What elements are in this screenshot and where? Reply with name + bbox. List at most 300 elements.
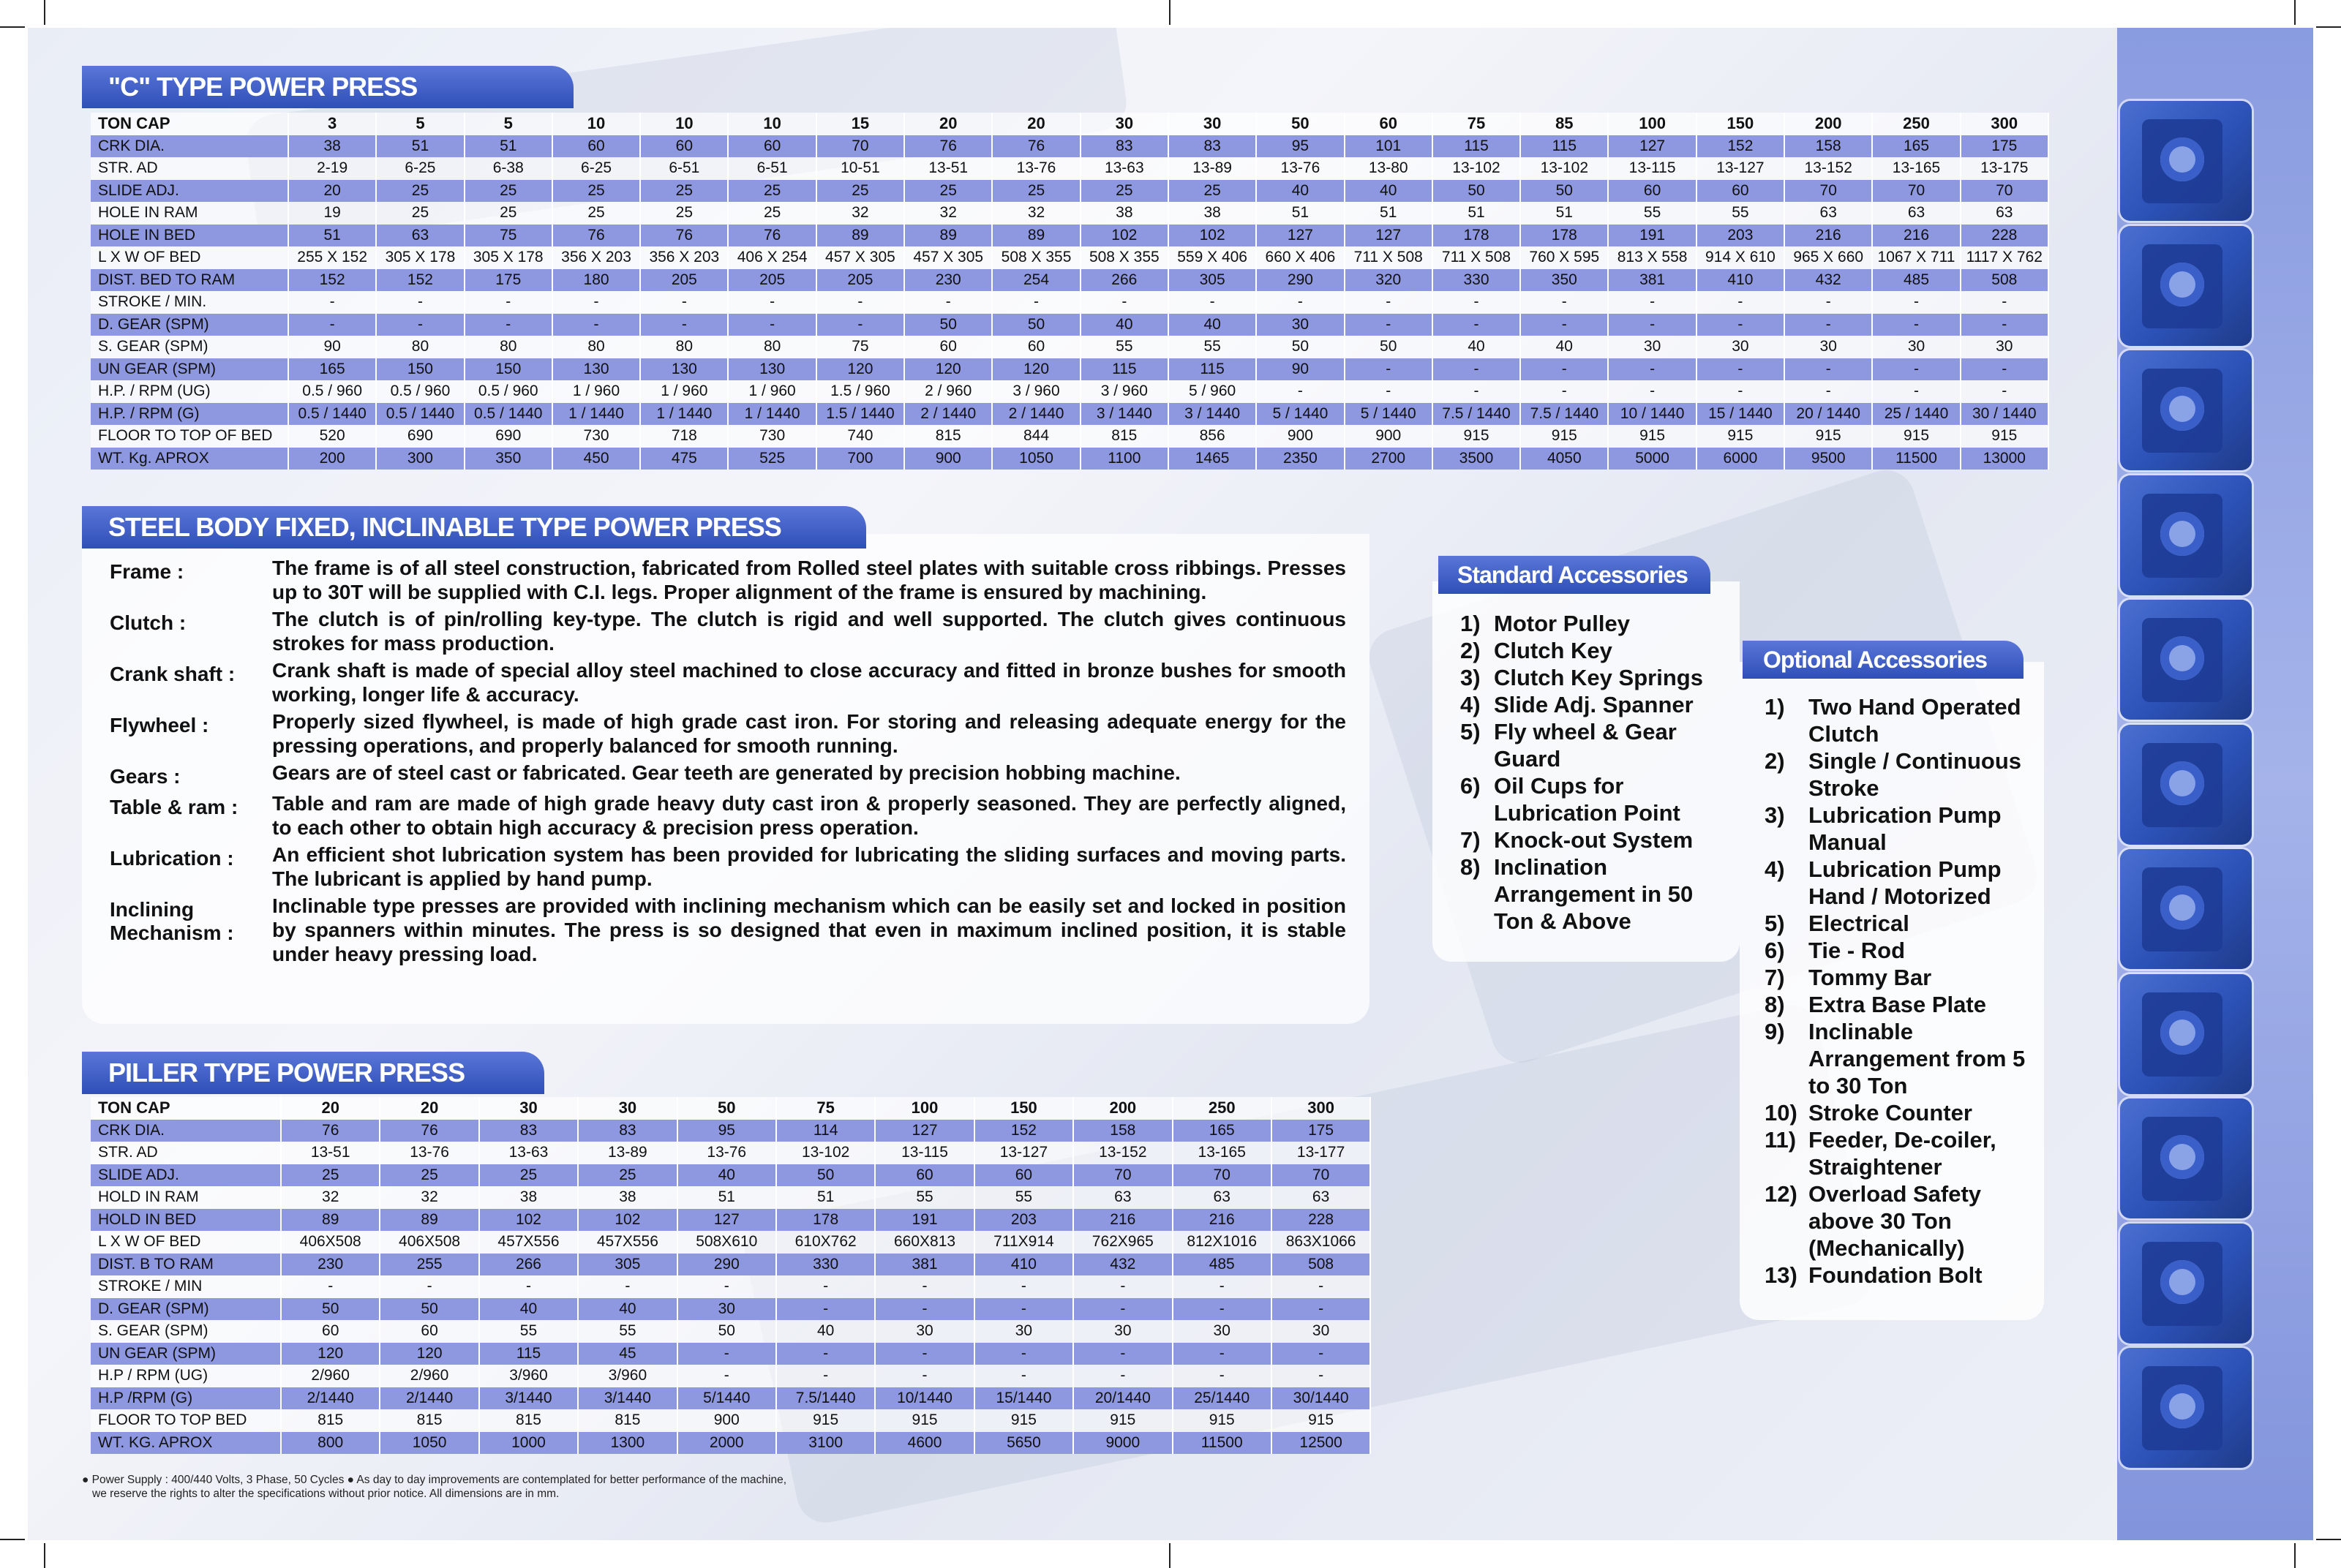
table-cell: 13-127 xyxy=(974,1142,1073,1164)
table-cell: - xyxy=(1784,358,1872,381)
machine-photo xyxy=(2120,725,2252,845)
table-cell: - xyxy=(281,1275,380,1298)
machine-wheel-shape xyxy=(2160,1011,2204,1055)
table-cell: - xyxy=(1520,291,1608,314)
table-cell: 718 xyxy=(640,425,728,448)
table-cell: 330 xyxy=(1432,269,1520,292)
table-cell: - xyxy=(1520,314,1608,336)
table-cell: 120 xyxy=(380,1343,478,1365)
table-row xyxy=(91,1142,1370,1164)
table-cell: 300 xyxy=(376,448,464,470)
table-cell: 55 xyxy=(1081,336,1168,358)
table-cell: 76 xyxy=(380,1120,478,1142)
table-cell: - xyxy=(1608,291,1696,314)
table-cell: - xyxy=(1608,314,1696,336)
feature-row xyxy=(110,894,1346,966)
table-cell: 40 xyxy=(1256,180,1344,203)
table-cell: 9000 xyxy=(1073,1432,1172,1455)
table-cell: 1000 xyxy=(479,1432,578,1455)
table-cell: 55 xyxy=(578,1320,677,1343)
table-cell: 0.5 / 960 xyxy=(465,380,552,403)
table-cell: 70 xyxy=(1961,180,2048,203)
table-cell: 900 xyxy=(904,448,992,470)
item-text: Slide Adj. Spanner xyxy=(1494,692,1694,717)
item-text: Fly wheel & Gear Guard xyxy=(1494,719,1677,772)
table-cell: 203 xyxy=(1696,225,1784,247)
table-cell: 711 X 508 xyxy=(1432,246,1520,269)
table-row xyxy=(91,1209,1370,1232)
table-cell: - xyxy=(875,1343,974,1365)
table-row xyxy=(91,157,2048,180)
table-cell: 63 xyxy=(1271,1186,1370,1209)
item-number: 5) xyxy=(1765,911,1785,936)
table-cell: 70 xyxy=(1173,1164,1271,1187)
table-cell: - xyxy=(816,314,904,336)
row-label: STROKE / MIN xyxy=(91,1275,281,1298)
table-row xyxy=(91,246,2048,269)
table-cell: 13-115 xyxy=(1608,157,1696,180)
table-cell: 856 xyxy=(1168,425,1256,448)
table-cell: 508 X 355 xyxy=(1081,246,1168,269)
list-item xyxy=(1765,747,2043,802)
table-cell: - xyxy=(1173,1365,1271,1387)
ton-cap-cell: 100 xyxy=(875,1097,974,1120)
feature-text: Gears are of steel cast or fabricated. Gear teeth are generated by precision hobbing machine. xyxy=(272,761,1181,784)
table-cell: 559 X 406 xyxy=(1168,246,1256,269)
item-text: Clutch Key xyxy=(1494,638,1612,663)
table-cell: 508 X 355 xyxy=(992,246,1080,269)
list-item xyxy=(1765,693,2043,747)
list-item xyxy=(1765,1018,2043,1099)
feature-label: Crank shaft : xyxy=(110,663,236,685)
table-cell: 1117 X 762 xyxy=(1961,246,2048,269)
feature-text: Inclinable type presses are provided with inclining mechanism which can be easily set and locked in position by spanners within minutes. The press is so designed that even in maximum inclined position, it is stable under heavy pressing load. xyxy=(272,894,1346,965)
table-row xyxy=(91,1365,1370,1387)
ton-cap-cell: 5 xyxy=(465,113,552,135)
table-cell: 63 xyxy=(1073,1186,1172,1209)
table-cell: 485 xyxy=(1173,1254,1271,1276)
table-cell: 10-51 xyxy=(816,157,904,180)
table-cell: 1050 xyxy=(380,1432,478,1455)
table-cell: 356 X 203 xyxy=(640,246,728,269)
table-cell: 175 xyxy=(1271,1120,1370,1142)
table-cell: 15 / 1440 xyxy=(1696,403,1784,426)
table-cell: 20 xyxy=(288,180,376,203)
table-cell: 50 xyxy=(776,1164,875,1187)
row-label: SLIDE ADJ. xyxy=(91,1164,281,1187)
table-cell: - xyxy=(776,1275,875,1298)
piller-type-spec-table xyxy=(91,1097,1371,1454)
table-cell: 381 xyxy=(875,1254,974,1276)
table-cell: 230 xyxy=(281,1254,380,1276)
table-cell: - xyxy=(1432,358,1520,381)
table-cell: 914 X 610 xyxy=(1696,246,1784,269)
ton-cap-cell: 75 xyxy=(776,1097,875,1120)
table-cell: - xyxy=(1872,314,1960,336)
table-cell: 50 xyxy=(380,1298,478,1321)
table-cell: 508 xyxy=(1961,269,2048,292)
table-cell: 711X914 xyxy=(974,1231,1073,1254)
table-cell: 216 xyxy=(1073,1209,1172,1232)
table-cell: 25 xyxy=(465,202,552,225)
table-cell: 915 xyxy=(1961,425,2048,448)
table-cell: 120 xyxy=(904,358,992,381)
feature-text: An efficient shot lubrication system has been provided for lubricating the sliding surfaces and moving parts. The lubricant is applied by hand pump. xyxy=(272,843,1346,890)
table-cell: 80 xyxy=(728,336,816,358)
table-cell: - xyxy=(1073,1343,1172,1365)
table-cell: 76 xyxy=(992,135,1080,158)
list-item xyxy=(1765,910,2043,937)
row-label: DIST. B TO RAM xyxy=(91,1254,281,1276)
ton-cap-cell: 10 xyxy=(640,113,728,135)
table-cell: 15/1440 xyxy=(974,1387,1073,1410)
table-cell: 19 xyxy=(288,202,376,225)
table-cell: 13-165 xyxy=(1173,1142,1271,1164)
table-cell: 13-115 xyxy=(875,1142,974,1164)
table-row xyxy=(91,1387,1370,1410)
table-cell: 812X1016 xyxy=(1173,1231,1271,1254)
table-cell: 83 xyxy=(1168,135,1256,158)
table-cell: 915 xyxy=(1608,425,1696,448)
table-cell: 40 xyxy=(677,1164,776,1187)
table-row xyxy=(91,1254,1370,1276)
table-cell: - xyxy=(1520,380,1608,403)
table-cell: 55 xyxy=(1696,202,1784,225)
crop-mark xyxy=(0,1539,25,1540)
table-cell: 815 xyxy=(479,1409,578,1432)
table-cell: 457X556 xyxy=(479,1231,578,1254)
table-cell: 50 xyxy=(904,314,992,336)
item-number: 10) xyxy=(1765,1100,1797,1126)
table-row xyxy=(91,1409,1370,1432)
optional-accessories-list xyxy=(1765,693,2043,1289)
table-cell: - xyxy=(1168,291,1256,314)
feature-label: Gears : xyxy=(110,765,181,788)
table-cell: 89 xyxy=(992,225,1080,247)
table-cell: - xyxy=(904,291,992,314)
table-cell: 80 xyxy=(465,336,552,358)
table-cell: 13-63 xyxy=(1081,157,1168,180)
table-cell: 51 xyxy=(677,1186,776,1209)
table-cell: - xyxy=(1696,291,1784,314)
table-row xyxy=(91,202,2048,225)
row-label: DIST. BED TO RAM xyxy=(91,269,288,292)
feature-text: Properly sized flywheel, is made of high grade cast iron. For storing and releasing adequate energy for the pressing operations, and properly balanced for smooth running. xyxy=(272,710,1346,757)
table-cell: 38 xyxy=(1081,202,1168,225)
table-cell: 50 xyxy=(1345,336,1432,358)
table-row xyxy=(91,1343,1370,1365)
table-cell: 102 xyxy=(1168,225,1256,247)
table-cell: 70 xyxy=(1073,1164,1172,1187)
table-cell: 305 X 178 xyxy=(376,246,464,269)
table-cell: - xyxy=(479,1275,578,1298)
table-cell: 610X762 xyxy=(776,1231,875,1254)
ton-cap-cell: 150 xyxy=(1696,113,1784,135)
table-cell: 13-51 xyxy=(904,157,992,180)
table-row xyxy=(91,448,2048,470)
table-cell: - xyxy=(816,291,904,314)
table-cell: 178 xyxy=(1432,225,1520,247)
table-cell: 0.5 / 1440 xyxy=(288,403,376,426)
table-cell: 55 xyxy=(1608,202,1696,225)
table-cell: - xyxy=(1173,1343,1271,1365)
table-cell: 10/1440 xyxy=(875,1387,974,1410)
table-cell: 95 xyxy=(677,1120,776,1142)
table-cell: - xyxy=(1696,380,1784,403)
list-item xyxy=(1765,1262,2043,1289)
table-cell: 815 xyxy=(1081,425,1168,448)
table-cell: 1 / 1440 xyxy=(728,403,816,426)
table-cell: 70 xyxy=(1271,1164,1370,1187)
table-cell: 30/1440 xyxy=(1271,1387,1370,1410)
item-text: Clutch Key Springs xyxy=(1494,665,1703,690)
row-label: CRK DIA. xyxy=(91,135,288,158)
table-cell: 80 xyxy=(552,336,640,358)
table-cell: - xyxy=(552,314,640,336)
table-cell: 60 xyxy=(875,1164,974,1187)
item-text: Motor Pulley xyxy=(1494,611,1631,636)
table-cell: - xyxy=(677,1365,776,1387)
table-cell: 406X508 xyxy=(380,1231,478,1254)
table-cell: 127 xyxy=(1608,135,1696,158)
table-cell: 228 xyxy=(1271,1209,1370,1232)
table-cell: - xyxy=(1608,358,1696,381)
feature-label: Inclining Mechanism : xyxy=(110,898,234,944)
table-cell: 305 xyxy=(578,1254,677,1276)
table-cell: - xyxy=(380,1275,478,1298)
table-cell: 915 xyxy=(1432,425,1520,448)
table-cell: 10 / 1440 xyxy=(1608,403,1696,426)
table-cell: 216 xyxy=(1784,225,1872,247)
item-number: 1) xyxy=(1460,611,1481,636)
machine-photo xyxy=(2120,101,2252,221)
list-item xyxy=(1460,772,1731,826)
table-cell: 83 xyxy=(1081,135,1168,158)
list-item xyxy=(1765,1180,2043,1262)
table-row xyxy=(91,180,2048,203)
table-cell: 40 xyxy=(1432,336,1520,358)
table-cell: 13-152 xyxy=(1073,1142,1172,1164)
table-cell: 2/1440 xyxy=(281,1387,380,1410)
table-cell: 76 xyxy=(728,225,816,247)
table-cell: 1050 xyxy=(992,448,1080,470)
item-number: 1) xyxy=(1765,694,1785,720)
table-cell: 457 X 305 xyxy=(904,246,992,269)
row-label: H.P. / RPM (UG) xyxy=(91,380,288,403)
item-number: 6) xyxy=(1765,938,1785,963)
table-cell: 165 xyxy=(1872,135,1960,158)
row-label: S. GEAR (SPM) xyxy=(91,336,288,358)
machine-photo xyxy=(2120,1348,2252,1468)
table-cell: 915 xyxy=(1173,1409,1271,1432)
table-cell: 915 xyxy=(1520,425,1608,448)
row-label: L X W OF BED xyxy=(91,1231,281,1254)
table-cell: - xyxy=(1961,358,2048,381)
table-cell: 2/1440 xyxy=(380,1387,478,1410)
table-cell: 815 xyxy=(904,425,992,448)
table-row xyxy=(91,425,2048,448)
table-cell: 51 xyxy=(1520,202,1608,225)
table-cell: 4600 xyxy=(875,1432,974,1455)
item-number: 12) xyxy=(1765,1181,1797,1207)
item-number: 4) xyxy=(1460,692,1481,717)
table-cell: 175 xyxy=(1961,135,2048,158)
table-cell: 50 xyxy=(1432,180,1520,203)
item-text: Tie - Rod xyxy=(1808,938,1906,963)
item-text: Inclination Arrangement in 50 Ton & Above xyxy=(1494,854,1694,934)
ton-cap-cell: 100 xyxy=(1608,113,1696,135)
table-cell: 5 / 1440 xyxy=(1345,403,1432,426)
table-cell: 815 xyxy=(380,1409,478,1432)
table-cell: 30 xyxy=(1256,314,1344,336)
table-row xyxy=(91,1298,1370,1321)
table-row xyxy=(91,403,2048,426)
list-item xyxy=(1460,664,1731,691)
table-cell: 30 xyxy=(1271,1320,1370,1343)
table-cell: - xyxy=(552,291,640,314)
table-cell: 457 X 305 xyxy=(816,246,904,269)
item-number: 3) xyxy=(1460,665,1481,690)
item-number: 3) xyxy=(1765,802,1785,828)
table-cell: 83 xyxy=(578,1120,677,1142)
table-cell: 216 xyxy=(1173,1209,1271,1232)
ton-cap-cell: 10 xyxy=(552,113,640,135)
table-cell: 13-152 xyxy=(1784,157,1872,180)
feature-text: Table and ram are made of high grade heavy duty cast iron & properly seasoned. They are perfectly aligned, to each other to obtain high accuracy & precision press operation. xyxy=(272,792,1346,839)
machine-wheel-shape xyxy=(2160,387,2204,431)
table-cell: 475 xyxy=(640,448,728,470)
item-number: 9) xyxy=(1765,1019,1785,1044)
table-cell: - xyxy=(1345,380,1432,403)
table-row xyxy=(91,1120,1370,1142)
table-cell: - xyxy=(1872,358,1960,381)
table-cell: 1100 xyxy=(1081,448,1168,470)
table-cell: 102 xyxy=(479,1209,578,1232)
table-cell: 76 xyxy=(552,225,640,247)
list-item xyxy=(1460,691,1731,718)
table-cell: 965 X 660 xyxy=(1784,246,1872,269)
table-cell: 40 xyxy=(1520,336,1608,358)
table-cell: - xyxy=(1256,380,1344,403)
table-cell: 3100 xyxy=(776,1432,875,1455)
table-cell: 1300 xyxy=(578,1432,677,1455)
ton-cap-cell: 30 xyxy=(1168,113,1256,135)
table-cell: 51 xyxy=(288,225,376,247)
table-cell: 45 xyxy=(578,1343,677,1365)
table-cell: 60 xyxy=(1608,180,1696,203)
table-cell: 330 xyxy=(776,1254,875,1276)
table-cell: 900 xyxy=(1345,425,1432,448)
table-cell: 520 xyxy=(288,425,376,448)
ton-cap-cell: 20 xyxy=(380,1097,478,1120)
item-text: Foundation Bolt xyxy=(1808,1262,1983,1288)
ton-cap-cell: 250 xyxy=(1173,1097,1271,1120)
table-cell: 101 xyxy=(1345,135,1432,158)
table-cell: 406 X 254 xyxy=(728,246,816,269)
table-cell: 6-25 xyxy=(552,157,640,180)
table-cell: 30 xyxy=(1784,336,1872,358)
machine-photo xyxy=(2120,849,2252,969)
table-cell: 76 xyxy=(281,1120,380,1142)
table-cell: 120 xyxy=(281,1343,380,1365)
table-cell: 1 / 960 xyxy=(728,380,816,403)
table-cell: 350 xyxy=(465,448,552,470)
table-cell: 700 xyxy=(816,448,904,470)
table-cell: - xyxy=(875,1298,974,1321)
table-row xyxy=(91,1164,1370,1187)
table-cell: 30 xyxy=(1696,336,1784,358)
table-cell: 320 xyxy=(1345,269,1432,292)
table-cell: 13-76 xyxy=(992,157,1080,180)
item-number: 8) xyxy=(1765,992,1785,1017)
feature-row xyxy=(110,658,1346,706)
table-cell: 900 xyxy=(677,1409,776,1432)
table-cell: 20 / 1440 xyxy=(1784,403,1872,426)
list-item xyxy=(1765,802,2043,856)
table-cell: 2350 xyxy=(1256,448,1344,470)
table-cell: 457X556 xyxy=(578,1231,677,1254)
table-cell: 5000 xyxy=(1608,448,1696,470)
table-row xyxy=(91,1432,1370,1455)
machine-wheel-shape xyxy=(2160,636,2204,680)
table-cell: 410 xyxy=(1696,269,1784,292)
list-item xyxy=(1765,1099,2043,1126)
table-cell: 3 / 1440 xyxy=(1168,403,1256,426)
table-cell: - xyxy=(465,314,552,336)
table-cell: 381 xyxy=(1608,269,1696,292)
table-cell: 305 X 178 xyxy=(465,246,552,269)
table-cell: 30 xyxy=(1608,336,1696,358)
table-cell: 1067 X 711 xyxy=(1872,246,1960,269)
table-cell: - xyxy=(776,1298,875,1321)
table-cell: 38 xyxy=(479,1186,578,1209)
table-cell: - xyxy=(288,291,376,314)
table-cell: 50 xyxy=(1256,336,1344,358)
header-label: TON CAP xyxy=(91,1097,281,1120)
feature-label: Frame : xyxy=(110,560,184,583)
table-cell: 3/1440 xyxy=(578,1387,677,1410)
table-cell: - xyxy=(1784,314,1872,336)
table-cell: 1 / 960 xyxy=(552,380,640,403)
row-label: HOLD IN RAM xyxy=(91,1186,281,1209)
ton-cap-cell: 300 xyxy=(1961,113,2048,135)
table-row xyxy=(91,269,2048,292)
table-cell: 25 xyxy=(578,1164,677,1187)
table-cell: 158 xyxy=(1784,135,1872,158)
table-cell: - xyxy=(974,1298,1073,1321)
table-cell: 915 xyxy=(1271,1409,1370,1432)
table-cell: - xyxy=(1271,1343,1370,1365)
table-cell: 7.5/1440 xyxy=(776,1387,875,1410)
table-cell: 760 X 595 xyxy=(1520,246,1608,269)
table-cell: 660 X 406 xyxy=(1256,246,1344,269)
feature-text: Crank shaft is made of special alloy steel machined to close accuracy and fitted in bronze bushes for smooth working, longer life & accuracy. xyxy=(272,659,1346,706)
table-cell: 13-102 xyxy=(1520,157,1608,180)
machine-wheel-shape xyxy=(2160,137,2204,181)
table-cell: - xyxy=(1961,291,2048,314)
list-item xyxy=(1460,718,1731,772)
item-number: 6) xyxy=(1460,773,1481,799)
table-cell: 130 xyxy=(552,358,640,381)
table-cell: 25 xyxy=(281,1164,380,1187)
table-cell: 1 / 1440 xyxy=(640,403,728,426)
table-cell: 690 xyxy=(465,425,552,448)
row-label: WT. Kg. APROX xyxy=(91,448,288,470)
table-cell: 175 xyxy=(465,269,552,292)
ton-cap-cell: 85 xyxy=(1520,113,1608,135)
table-cell: 863X1066 xyxy=(1271,1231,1370,1254)
ton-cap-cell: 30 xyxy=(578,1097,677,1120)
